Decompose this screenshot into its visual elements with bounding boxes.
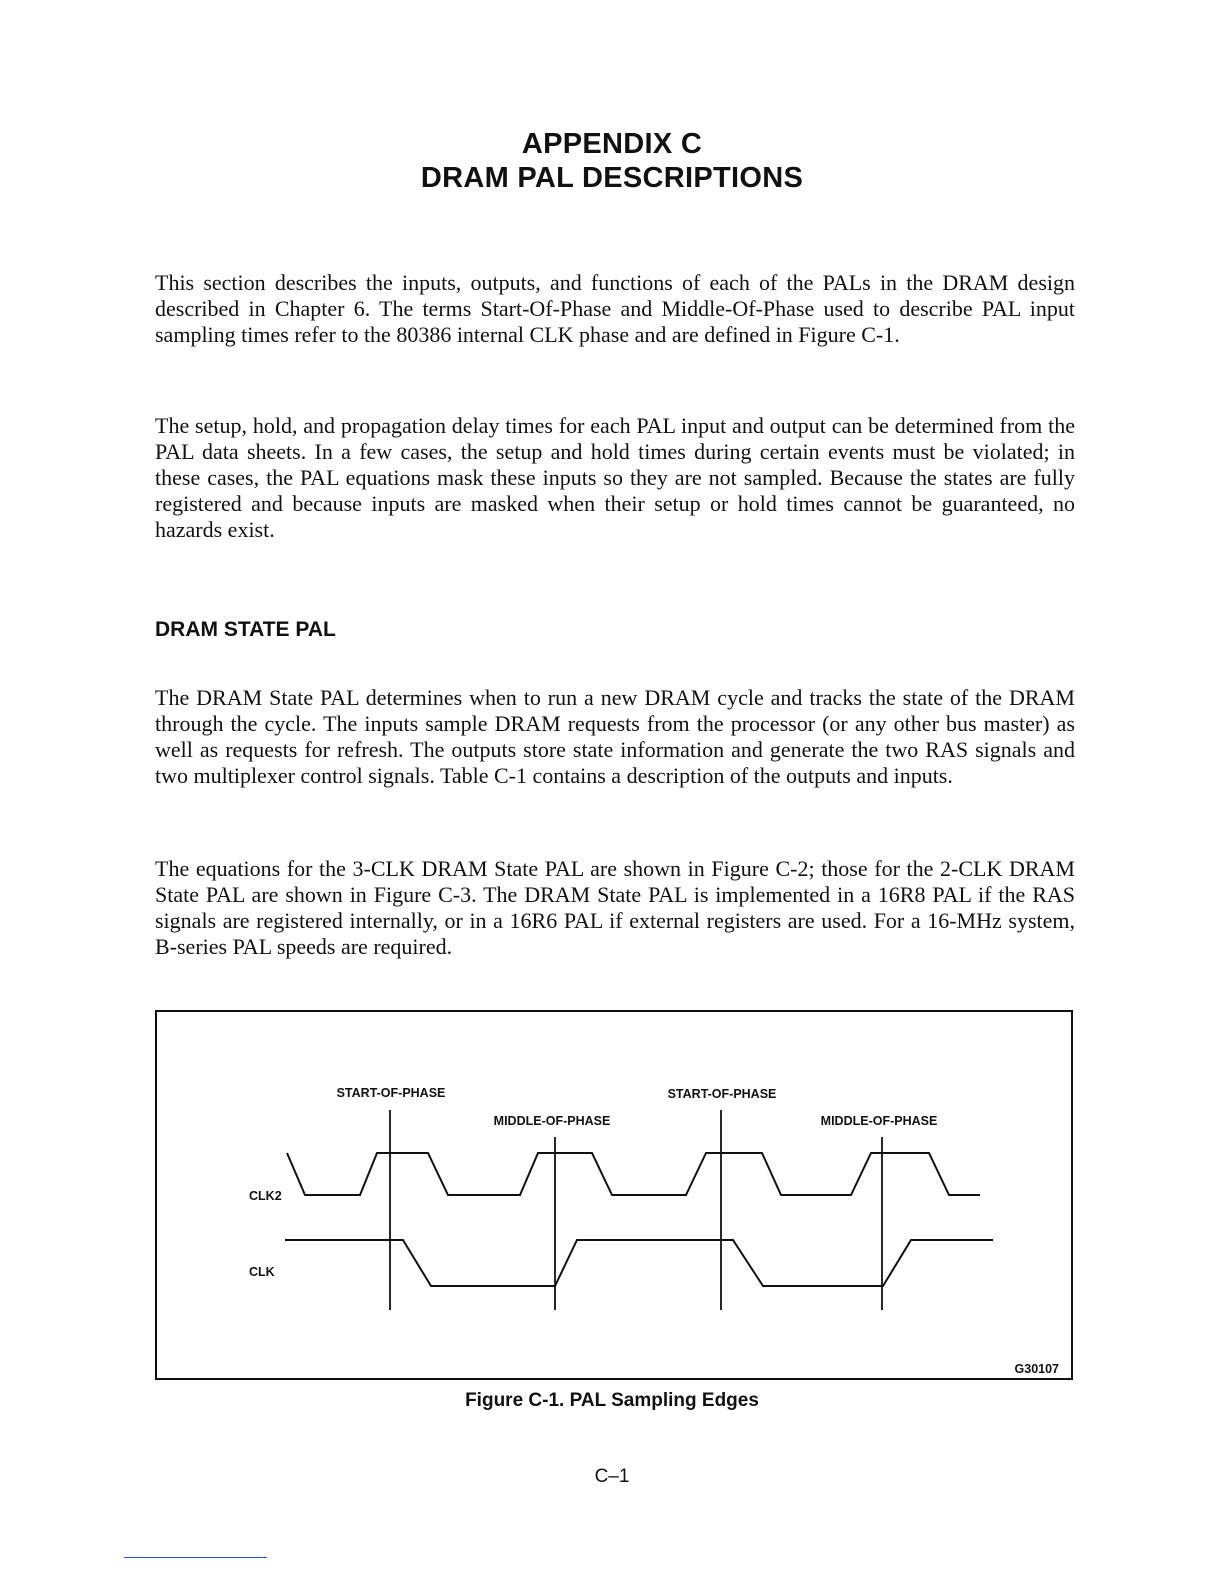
appendix-subtitle: DRAM PAL DESCRIPTIONS xyxy=(420,162,804,194)
start-of-phase-label-2: START-OF-PHASE xyxy=(667,1087,777,1101)
intro-paragraph-2: The setup, hold, and propagation delay times for each PAL input and output can be determined from the PAL data sheets. In a few cases, the setup and hold times during certain events must be violated; in these cases, the PAL equations mask these inputs so they are not sampled. Because the states are fully registered and because inputs are masked when their setup or hold times cannot be guaranteed, no hazards exist. xyxy=(155,413,1075,542)
middle-of-phase-label-2: MIDDLE-OF-PHASE xyxy=(820,1114,938,1128)
bottom-edge-rule xyxy=(124,1557,267,1558)
figure-caption: Figure C-1. PAL Sampling Edges xyxy=(465,1390,759,1411)
clk2-waveform xyxy=(287,1153,980,1195)
clk-label: CLK xyxy=(249,1265,275,1279)
section-paragraph-1: The DRAM State PAL determines when to run a new DRAM cycle and tracks the state of the DRAM through the cycle. The inputs sample DRAM requests from the processor (or any other bus master) as well as requests for refresh. The outputs store state information and generate the two RAS signals and two multiplexer control signals. Table C-1 contains a description of the outputs and inputs. xyxy=(155,685,1075,788)
timing-diagram-figure xyxy=(155,1010,1073,1380)
appendix-title: APPENDIX C xyxy=(521,128,703,160)
sampling-marker-lines xyxy=(390,1110,882,1310)
timing-diagram xyxy=(157,1012,1075,1382)
page-number: C–1 xyxy=(594,1466,630,1487)
figure-id: G30107 xyxy=(1014,1362,1059,1376)
clk2-label: CLK2 xyxy=(249,1189,282,1203)
section-paragraph-2: The equations for the 3-CLK DRAM State PAL are shown in Figure C-2; those for the 2-CLK DRAM State PAL are shown in Figure C-3. The DRAM State PAL is implemented in a 16R8 PAL if the RAS signals are registered internally, or in a 16R6 PAL if external registers are used. For a 16-MHz system, B-series PAL speeds are required. xyxy=(155,856,1075,959)
middle-of-phase-label-1: MIDDLE-OF-PHASE xyxy=(493,1114,611,1128)
start-of-phase-label-1: START-OF-PHASE xyxy=(336,1086,446,1100)
clk-waveform xyxy=(285,1240,993,1286)
intro-paragraph-1: This section describes the inputs, outputs, and functions of each of the PALs in the DRAM design described in Chapter 6. The terms Start-Of-Phase and Middle-Of-Phase used to describe PAL input sampling times refer to the 80386 internal CLK phase and are defined in Figure C-1. xyxy=(155,270,1075,347)
section-heading: DRAM STATE PAL xyxy=(155,618,336,641)
